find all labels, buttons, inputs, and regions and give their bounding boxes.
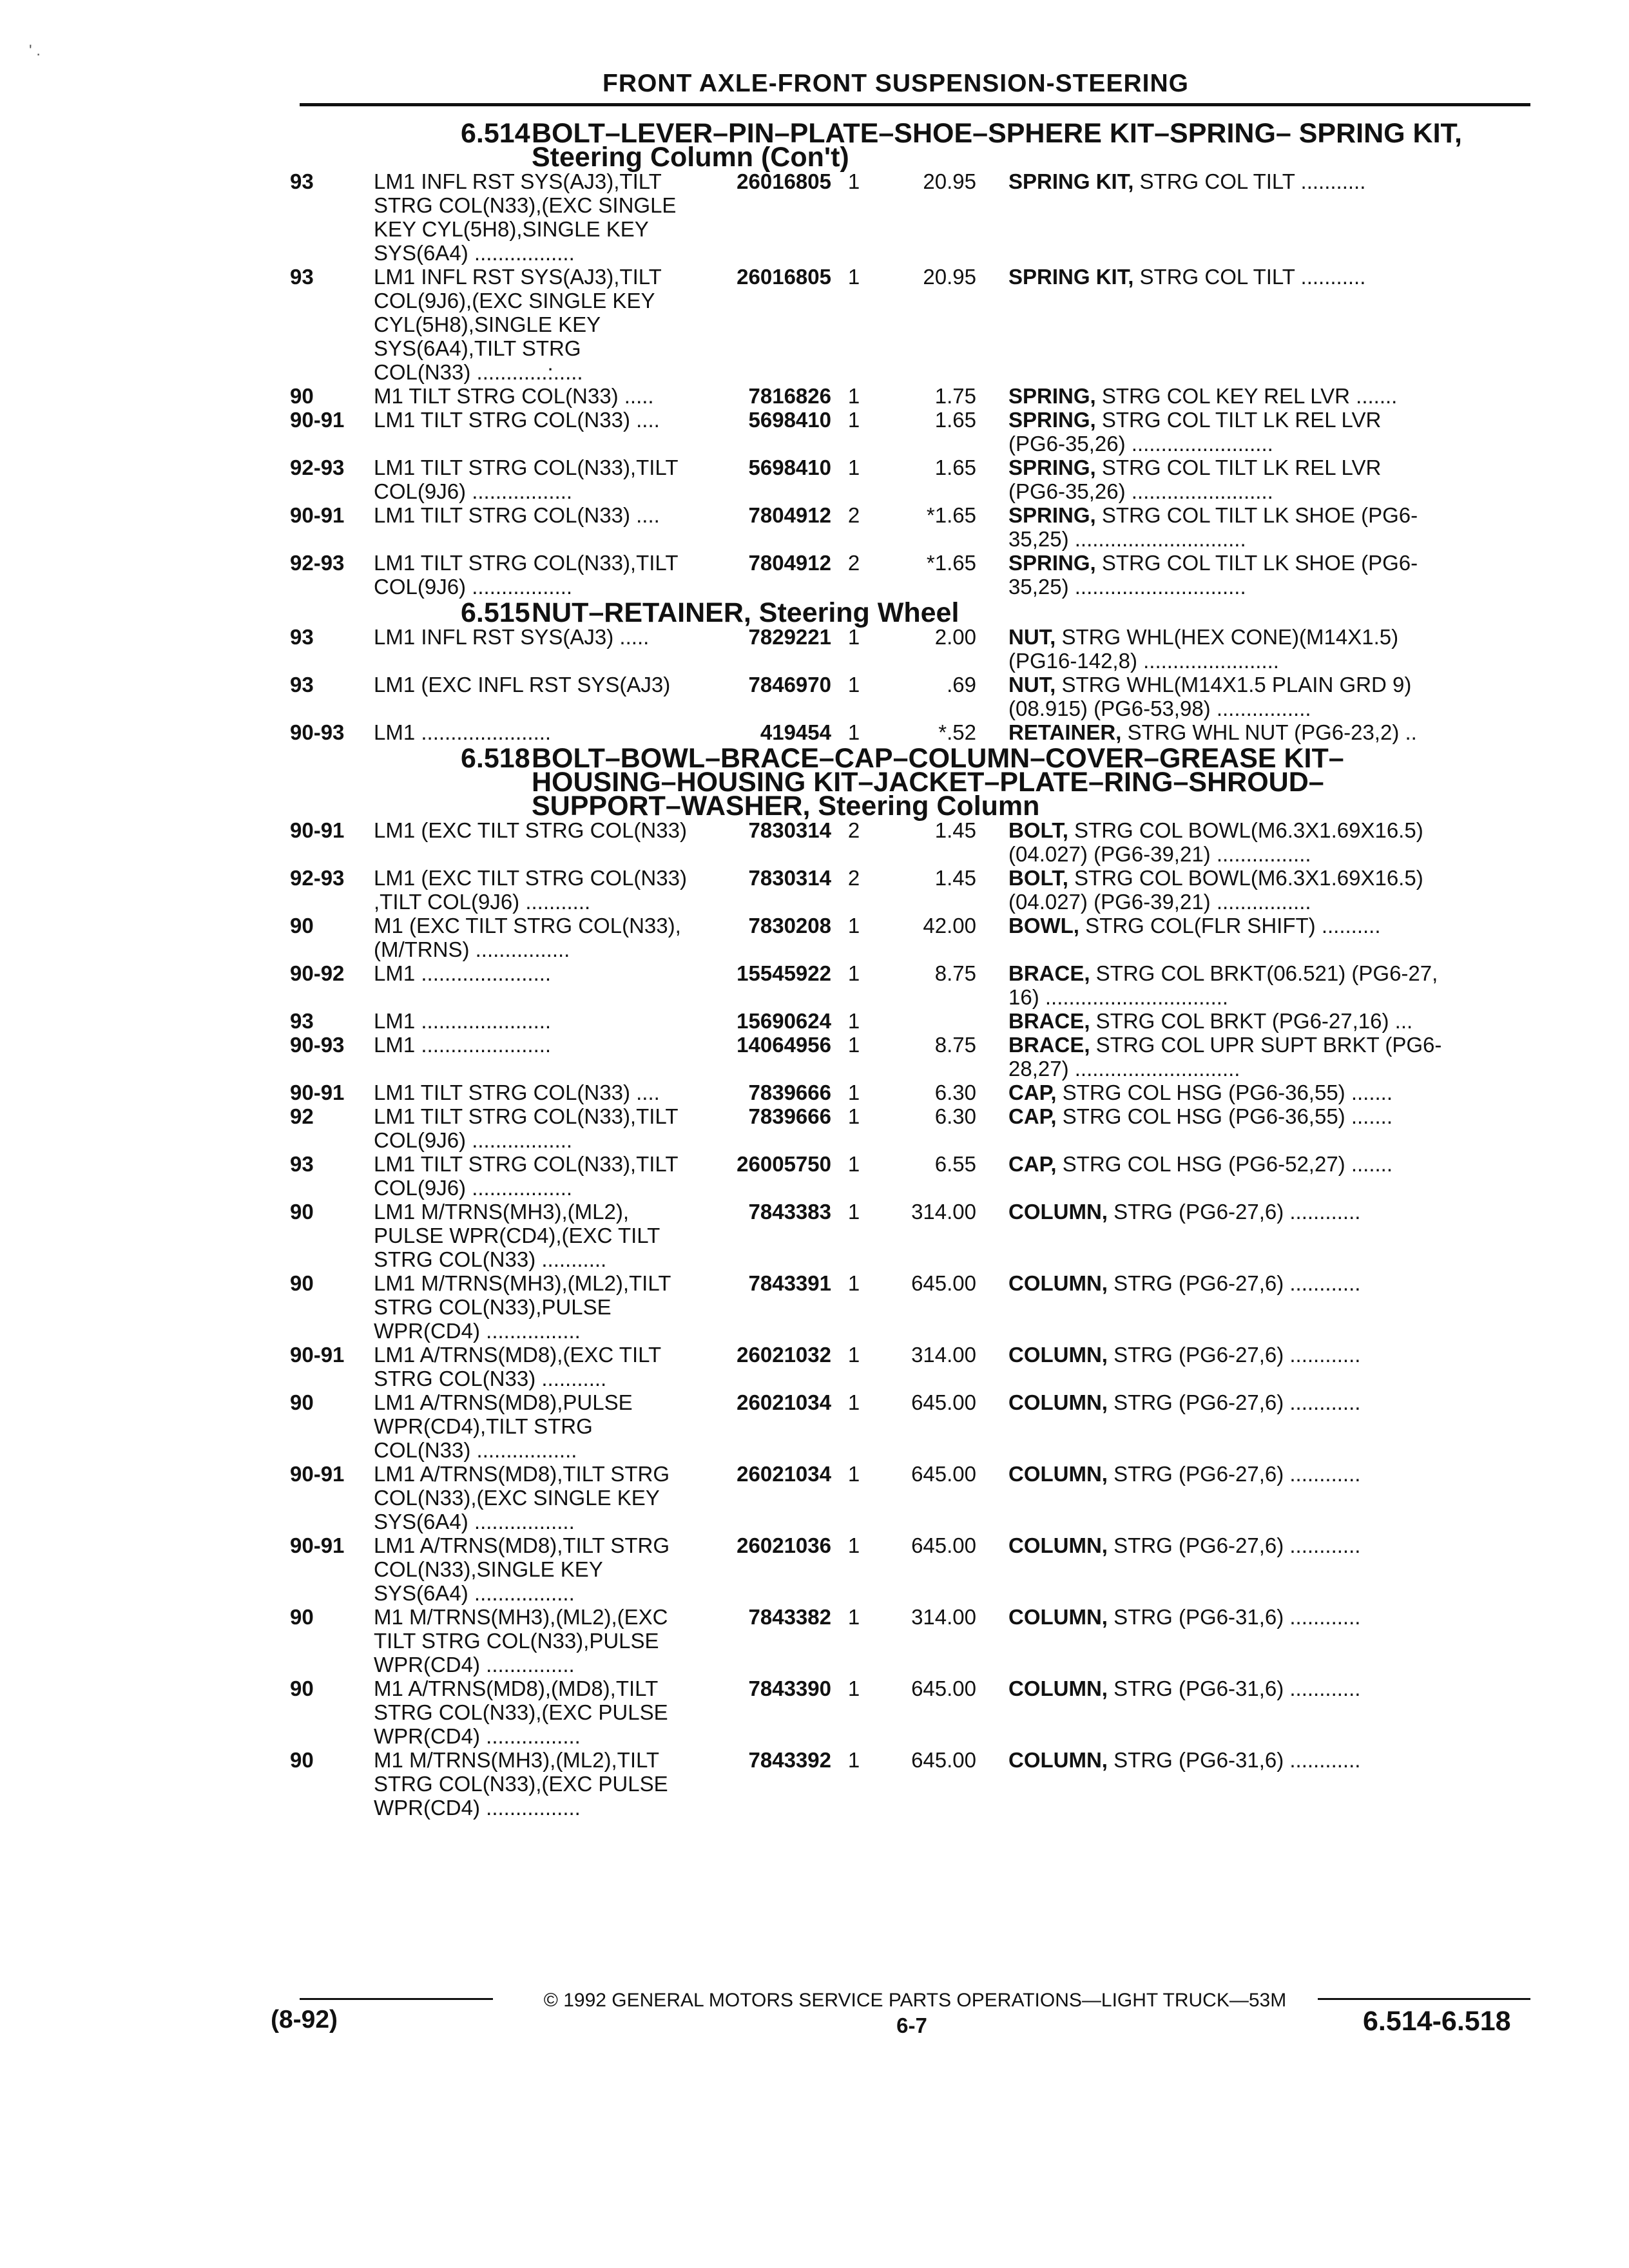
part-name: [992, 961, 1495, 1009]
part-number: 7843383: [748, 1200, 831, 1224]
quantity: 1: [847, 673, 860, 697]
part-name: [992, 1009, 1495, 1033]
part-row: [290, 1104, 1534, 1152]
part-row: [290, 1033, 1534, 1081]
part-number: 26005750: [737, 1152, 831, 1176]
part-name-detail: STRG (PG6-31,6) ............: [1107, 1677, 1361, 1700]
part-row: [290, 1343, 1534, 1390]
application-description: LM1 (EXC TILT STRG COL(N33) ,TILT COL(9J6) ...........: [374, 866, 687, 914]
application-description: LM1 A/TRNS(MD8),TILT STRG COL(N33),SINGLE KEY SYS(6A4) .................: [374, 1533, 670, 1605]
model-years: 90-91: [290, 1462, 345, 1486]
part-number: 26016805: [737, 169, 831, 193]
model-years: 93: [290, 673, 314, 697]
application-description: LM1 TILT STRG COL(N33),TILT COL(9J6) .................: [374, 456, 679, 503]
part-name: [992, 673, 1495, 720]
part-name-detail: STRG COL BOWL(M6.3X1.69X16.5) (04.027) (PG6-39,21) ................: [1008, 866, 1423, 914]
part-row: [290, 1748, 1534, 1820]
part-name-detail: STRG (PG6-27,6) ............: [1107, 1533, 1361, 1557]
part-name-bold: SPRING,: [1008, 551, 1096, 575]
part-name-bold: CAP,: [1008, 1152, 1057, 1176]
application-description: LM1 INFL RST SYS(AJ3),TILT COL(9J6),(EXC SINGLE KEY CYL(5H8),SINGLE KEY SYS(6A4),TILT STRG COL(N33) ............:.....: [374, 265, 662, 384]
part-number: 7830314: [748, 818, 831, 842]
quantity: 1: [847, 408, 860, 432]
part-number: 26016805: [737, 265, 831, 289]
part-name-detail: STRG WHL(HEX CONE)(M14X1.5) (PG16-142,8) .......................: [1008, 625, 1399, 673]
header-rule: [300, 103, 1530, 106]
part-row: [290, 720, 1534, 744]
application-description: LM1 ......................: [374, 961, 552, 985]
model-years: 90-93: [290, 720, 345, 744]
part-name-bold: BRACE,: [1008, 1033, 1090, 1057]
part-row: [290, 1271, 1534, 1343]
part-number: 419454: [760, 720, 831, 744]
quantity: 1: [847, 720, 860, 744]
catalog-section: [290, 118, 1534, 173]
price: 1.75: [934, 384, 976, 408]
price: 645.00: [911, 1677, 976, 1700]
price: 645.00: [911, 1748, 976, 1772]
model-years: 90: [290, 914, 314, 937]
part-name-bold: BOLT,: [1008, 818, 1068, 842]
part-name-bold: COLUMN,: [1008, 1200, 1108, 1224]
model-years: 90-92: [290, 961, 345, 985]
part-name-detail: STRG (PG6-31,6) ............: [1107, 1605, 1361, 1629]
part-name-bold: BRACE,: [1008, 1009, 1090, 1033]
section-number: 6.518: [461, 743, 530, 774]
footer-date: (8-92): [271, 2006, 338, 2033]
parts-catalog-content: [290, 119, 1534, 1820]
part-name-detail: STRG COL TILT ...........: [1133, 265, 1366, 289]
part-name-bold: COLUMN,: [1008, 1748, 1108, 1772]
section-heading: [371, 743, 1530, 822]
part-name: [992, 1748, 1495, 1820]
footer-page-number: 6-7: [896, 2013, 927, 2037]
part-number: 7843392: [748, 1748, 831, 1772]
part-number: 5698410: [748, 456, 831, 479]
part-name-detail: STRG COL TILT LK REL LVR (PG6-35,26) ........................: [1008, 456, 1382, 503]
section-title: NUT–RETAINER, Steering Wheel: [532, 597, 959, 628]
model-years: 90-91: [290, 503, 345, 527]
part-name: [992, 1462, 1495, 1533]
price: 20.95: [923, 265, 976, 289]
part-name: [992, 914, 1495, 961]
price: 6.30: [934, 1104, 976, 1128]
page-header: FRONT AXLE-FRONT SUSPENSION-STEERING: [602, 70, 1189, 97]
application-description: LM1 M/TRNS(MH3),(ML2),TILT STRG COL(N33),PULSE WPR(CD4) ................: [374, 1271, 671, 1343]
part-row: [290, 408, 1534, 456]
application-description: M1 A/TRNS(MD8),(MD8),TILT STRG COL(N33),(EXC PULSE WPR(CD4) ................: [374, 1677, 668, 1748]
application-description: LM1 A/TRNS(MD8),PULSE WPR(CD4),TILT STRG COL(N33) .................: [374, 1390, 633, 1462]
quantity: 1: [847, 1081, 860, 1104]
application-description: LM1 TILT STRG COL(N33),TILT COL(9J6) .................: [374, 551, 679, 599]
part-row: [290, 1152, 1534, 1200]
part-name: [992, 1677, 1495, 1748]
price: 1.65: [934, 456, 976, 479]
part-row: [290, 1462, 1534, 1533]
part-name-bold: SPRING,: [1008, 408, 1096, 432]
application-description: LM1 TILT STRG COL(N33) ....: [374, 1081, 660, 1104]
part-number: 7816826: [748, 384, 831, 408]
part-number: 7846970: [748, 673, 831, 697]
part-number: 14064956: [737, 1033, 831, 1057]
price: 314.00: [911, 1200, 976, 1224]
footer-section-range: 6.514-6.518: [1363, 2006, 1511, 2037]
part-row: [290, 1390, 1534, 1462]
part-name: [992, 456, 1495, 503]
part-row: [290, 456, 1534, 503]
part-number: 7843390: [748, 1677, 831, 1700]
price: *.52: [938, 720, 976, 744]
quantity: 1: [847, 456, 860, 479]
part-number: 7843391: [748, 1271, 831, 1295]
quantity: 1: [847, 1533, 860, 1557]
footer-copyright: © 1992 GENERAL MOTORS SERVICE PARTS OPERATIONS—LIGHT TRUCK—53M: [543, 1990, 1287, 2011]
price: 645.00: [911, 1462, 976, 1486]
part-name-bold: BOWL,: [1008, 914, 1079, 937]
part-number: 7830314: [748, 866, 831, 890]
part-name-bold: CAP,: [1008, 1104, 1057, 1128]
application-description: LM1 A/TRNS(MD8),TILT STRG COL(N33),(EXC SINGLE KEY SYS(6A4) .................: [374, 1462, 670, 1533]
part-row: [290, 265, 1534, 384]
part-name: [992, 866, 1495, 914]
price: 314.00: [911, 1343, 976, 1367]
price: *1.65: [926, 551, 976, 575]
part-number: 7843382: [748, 1605, 831, 1629]
part-name-detail: STRG COL(FLR SHIFT) ..........: [1079, 914, 1381, 937]
catalog-section: [290, 743, 1534, 822]
part-name: [992, 1533, 1495, 1605]
application-description: M1 TILT STRG COL(N33) .....: [374, 384, 654, 408]
part-name-bold: COLUMN,: [1008, 1677, 1108, 1700]
price: 645.00: [911, 1390, 976, 1414]
quantity: 1: [847, 625, 860, 649]
part-number: 15545922: [737, 961, 831, 985]
part-name-detail: STRG (PG6-27,6) ............: [1107, 1200, 1361, 1224]
part-number: 7829221: [748, 625, 831, 649]
quantity: 1: [847, 265, 860, 289]
part-row: [290, 1677, 1534, 1748]
quantity: 1: [847, 1605, 860, 1629]
application-description: LM1 ......................: [374, 720, 552, 744]
part-name: [992, 1081, 1495, 1104]
part-name: [992, 551, 1495, 599]
part-name-detail: STRG COL KEY REL LVR .......: [1095, 384, 1398, 408]
part-name: [992, 384, 1495, 408]
part-name-detail: STRG COL HSG (PG6-52,27) .......: [1056, 1152, 1393, 1176]
quantity: 1: [847, 1748, 860, 1772]
part-name: [992, 1200, 1495, 1271]
application-description: LM1 INFL RST SYS(AJ3),TILT STRG COL(N33),(EXC SINGLE KEY CYL(5H8),SINGLE KEY SYS(6A4) .................: [374, 169, 677, 265]
part-row: [290, 818, 1534, 866]
part-row: [290, 914, 1534, 961]
part-name: [992, 1152, 1495, 1200]
part-name-detail: STRG COL TILT LK REL LVR (PG6-35,26) ........................: [1008, 408, 1382, 456]
part-row: [290, 1200, 1534, 1271]
model-years: 90-91: [290, 1533, 345, 1557]
part-number: 7830208: [748, 914, 831, 937]
quantity: 1: [847, 384, 860, 408]
part-name-bold: NUT,: [1008, 673, 1056, 697]
price: 645.00: [911, 1533, 976, 1557]
quantity: 1: [847, 914, 860, 937]
part-name-bold: SPRING,: [1008, 503, 1096, 527]
part-name: [992, 1605, 1495, 1677]
part-name-detail: STRG WHL NUT (PG6-23,2) ..: [1121, 720, 1417, 744]
price: [876, 1009, 992, 1033]
application-description: LM1 A/TRNS(MD8),(EXC TILT STRG COL(N33) ...........: [374, 1343, 662, 1390]
part-name-detail: STRG COL HSG (PG6-36,55) .......: [1056, 1104, 1393, 1128]
quantity: 2: [847, 818, 860, 842]
model-years: 93: [290, 1009, 314, 1033]
model-years: 90: [290, 1200, 314, 1224]
part-name: [992, 503, 1495, 551]
price: 1.45: [934, 866, 976, 890]
model-years: 90: [290, 1271, 314, 1295]
application-description: LM1 TILT STRG COL(N33) ....: [374, 503, 660, 527]
model-years: 93: [290, 625, 314, 649]
price: 1.65: [934, 408, 976, 432]
part-name-bold: NUT,: [1008, 625, 1056, 649]
catalog-section: [290, 597, 1534, 628]
price: 314.00: [911, 1605, 976, 1629]
section-number: 6.515: [461, 597, 530, 628]
part-name: [992, 1104, 1495, 1152]
application-description: LM1 (EXC INFL RST SYS(AJ3): [374, 673, 671, 697]
part-number: 15690624: [737, 1009, 831, 1033]
application-description: LM1 TILT STRG COL(N33) ....: [374, 408, 660, 432]
quantity: 2: [847, 551, 860, 575]
price: 645.00: [911, 1271, 976, 1295]
part-number: 26021032: [737, 1343, 831, 1367]
part-name-detail: STRG COL TILT LK SHOE (PG6- 35,25) .............................: [1008, 503, 1418, 551]
section-heading: [371, 118, 1530, 173]
part-row: [290, 551, 1534, 599]
price: 20.95: [923, 169, 976, 193]
model-years: 92-93: [290, 866, 345, 890]
model-years: 92-93: [290, 551, 345, 575]
section-heading: [371, 597, 1530, 628]
part-name-detail: STRG COL BRKT (PG6-27,16) ...: [1090, 1009, 1413, 1033]
part-name-detail: STRG COL TILT ...........: [1133, 169, 1366, 193]
price: .69: [947, 673, 976, 697]
model-years: 90: [290, 1748, 314, 1772]
model-years: 90: [290, 384, 314, 408]
part-row: [290, 1081, 1534, 1104]
part-name-bold: COLUMN,: [1008, 1343, 1108, 1367]
application-description: LM1 TILT STRG COL(N33),TILT COL(9J6) .................: [374, 1104, 679, 1152]
part-row: [290, 673, 1534, 720]
model-years: 90-91: [290, 1081, 345, 1104]
part-name: [992, 265, 1495, 384]
part-row: [290, 503, 1534, 551]
part-name-detail: STRG COL HSG (PG6-36,55) .......: [1056, 1081, 1393, 1104]
part-name-bold: CAP,: [1008, 1081, 1057, 1104]
quantity: 1: [847, 1033, 860, 1057]
part-row: [290, 625, 1534, 673]
application-description: LM1 (EXC TILT STRG COL(N33): [374, 818, 687, 842]
price: 42.00: [923, 914, 976, 937]
quantity: 1: [847, 169, 860, 193]
part-name: [992, 1390, 1495, 1462]
part-number: 26021034: [737, 1462, 831, 1486]
part-name-detail: STRG COL BOWL(M6.3X1.69X16.5) (04.027) (PG6-39,21) ................: [1008, 818, 1423, 866]
part-number: 26021034: [737, 1390, 831, 1414]
part-name-detail: STRG (PG6-27,6) ............: [1107, 1343, 1361, 1367]
quantity: 1: [847, 1009, 860, 1033]
part-name: [992, 720, 1495, 744]
price: 6.55: [934, 1152, 976, 1176]
part-name-detail: STRG WHL(M14X1.5 PLAIN GRD 9) (08.915) (PG6-53,98) ................: [1008, 673, 1412, 720]
part-name-bold: COLUMN,: [1008, 1462, 1108, 1486]
quantity: 1: [847, 1390, 860, 1414]
part-number: 7839666: [748, 1104, 831, 1128]
part-name-bold: COLUMN,: [1008, 1271, 1108, 1295]
price: *1.65: [926, 503, 976, 527]
model-years: 90: [290, 1605, 314, 1629]
part-name: [992, 1271, 1495, 1343]
price: 6.30: [934, 1081, 976, 1104]
quantity: 1: [847, 1677, 860, 1700]
quantity: 1: [847, 1200, 860, 1224]
part-name: [992, 169, 1495, 265]
price: 2.00: [934, 625, 976, 649]
part-name: [992, 408, 1495, 456]
quantity: 1: [847, 961, 860, 985]
application-description: LM1 M/TRNS(MH3),(ML2), PULSE WPR(CD4),(EXC TILT STRG COL(N33) ...........: [374, 1200, 660, 1271]
application-description: LM1 INFL RST SYS(AJ3) .....: [374, 625, 650, 649]
section-title: BOLT–BOWL–BRACE–CAP–COLUMN–COVER–GREASE KIT– HOUSING–HOUSING KIT–JACKET–PLATE–RING–SHROUD– SUPPORT–WASHER, Steering Column: [532, 743, 1344, 822]
application-description: LM1 ......................: [374, 1033, 552, 1057]
part-name-bold: RETAINER,: [1008, 720, 1122, 744]
part-number: 5698410: [748, 408, 831, 432]
application-description: LM1 ......................: [374, 1009, 552, 1033]
part-name-detail: STRG (PG6-31,6) ............: [1107, 1748, 1361, 1772]
part-row: [290, 1605, 1534, 1677]
quantity: 1: [847, 1462, 860, 1486]
corner-mark: ' .: [29, 42, 41, 59]
part-number: 7839666: [748, 1081, 831, 1104]
part-name-bold: SPRING KIT,: [1008, 265, 1134, 289]
application-description: LM1 TILT STRG COL(N33),TILT COL(9J6) .................: [374, 1152, 679, 1200]
part-name-bold: SPRING,: [1008, 384, 1096, 408]
part-name-bold: SPRING,: [1008, 456, 1096, 479]
application-description: M1 M/TRNS(MH3),(ML2),TILT STRG COL(N33),(EXC PULSE WPR(CD4) ................: [374, 1748, 668, 1820]
part-number: 7804912: [748, 503, 831, 527]
part-row: [290, 961, 1534, 1009]
part-name-detail: STRG COL BRKT(06.521) (PG6-27, 16) ...............................: [1008, 961, 1438, 1009]
section-title: BOLT–LEVER–PIN–PLATE–SHOE–SPHERE KIT–SPRING– SPRING KIT, Steering Column (Con't): [532, 118, 1463, 173]
part-row: [290, 1533, 1534, 1605]
part-name-bold: COLUMN,: [1008, 1533, 1108, 1557]
part-number: 26021036: [737, 1533, 831, 1557]
price: 8.75: [934, 1033, 976, 1057]
part-name: [992, 818, 1495, 866]
section-number: 6.514: [461, 118, 530, 149]
model-years: 90-91: [290, 408, 345, 432]
quantity: 1: [847, 1152, 860, 1176]
part-name-bold: SPRING KIT,: [1008, 169, 1134, 193]
model-years: 93: [290, 169, 314, 193]
part-name-bold: COLUMN,: [1008, 1605, 1108, 1629]
model-years: 92-93: [290, 456, 345, 479]
part-name-bold: COLUMN,: [1008, 1390, 1108, 1414]
quantity: 2: [847, 866, 860, 890]
part-row: [290, 169, 1534, 265]
model-years: 93: [290, 1152, 314, 1176]
part-name: [992, 1343, 1495, 1390]
quantity: 1: [847, 1343, 860, 1367]
quantity: 1: [847, 1271, 860, 1295]
part-name-detail: STRG (PG6-27,6) ............: [1107, 1271, 1361, 1295]
model-years: 92: [290, 1104, 314, 1128]
part-number: 7804912: [748, 551, 831, 575]
model-years: 90: [290, 1390, 314, 1414]
model-years: 90-91: [290, 1343, 345, 1367]
part-name: [992, 625, 1495, 673]
part-name-detail: STRG (PG6-27,6) ............: [1107, 1462, 1361, 1486]
quantity: 1: [847, 1104, 860, 1128]
part-name-detail: STRG (PG6-27,6) ............: [1107, 1390, 1361, 1414]
application-description: M1 M/TRNS(MH3),(ML2),(EXC TILT STRG COL(N33),PULSE WPR(CD4) ...............: [374, 1605, 668, 1677]
model-years: 90-91: [290, 818, 345, 842]
part-name-bold: BOLT,: [1008, 866, 1068, 890]
part-name-detail: STRG COL UPR SUPT BRKT (PG6- 28,27) ............................: [1008, 1033, 1442, 1081]
price: 1.45: [934, 818, 976, 842]
part-name-bold: BRACE,: [1008, 961, 1090, 985]
footer-rule-right: [1318, 1998, 1530, 2000]
application-description: M1 (EXC TILT STRG COL(N33), (M/TRNS) ................: [374, 914, 681, 961]
model-years: 90-93: [290, 1033, 345, 1057]
price: 8.75: [934, 961, 976, 985]
part-row: [290, 384, 1534, 408]
part-name-detail: STRG COL TILT LK SHOE (PG6- 35,25) .............................: [1008, 551, 1418, 599]
model-years: 93: [290, 265, 314, 289]
part-row: [290, 1009, 1534, 1033]
part-row: [290, 866, 1534, 914]
quantity: 2: [847, 503, 860, 527]
part-name: [992, 1033, 1495, 1081]
model-years: 90: [290, 1677, 314, 1700]
